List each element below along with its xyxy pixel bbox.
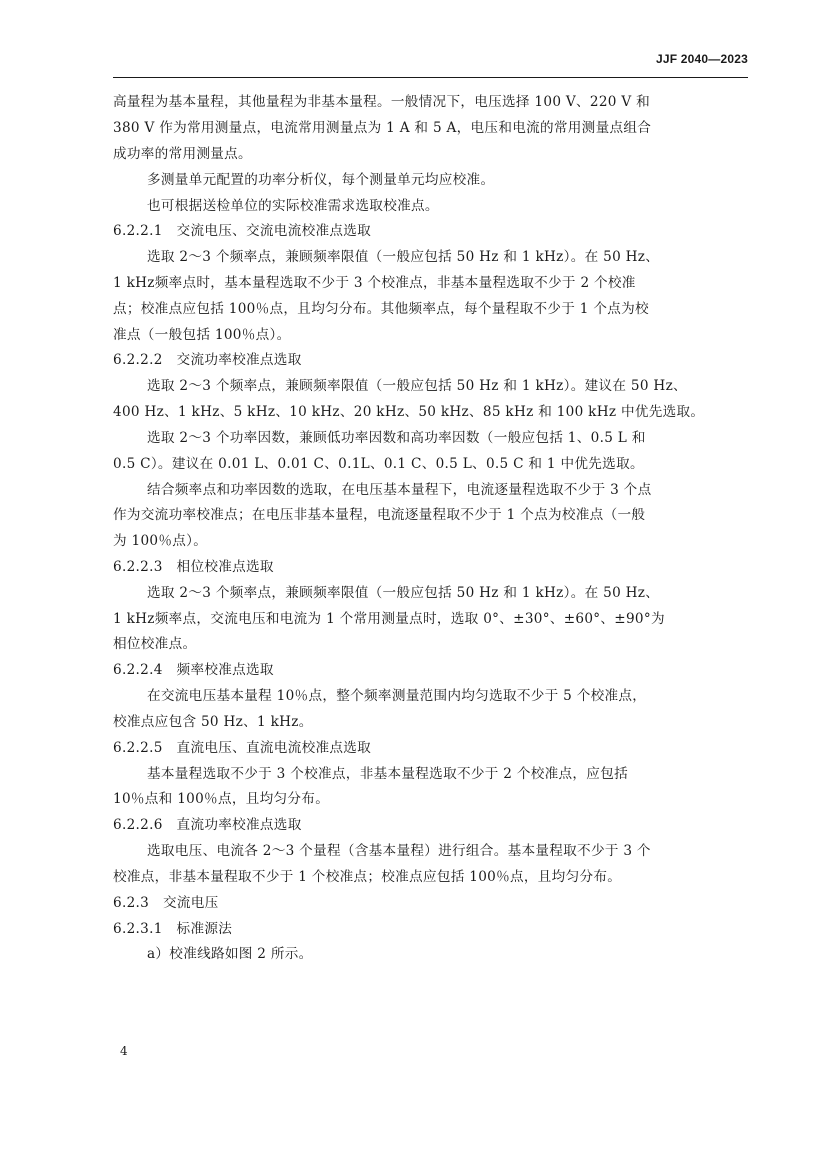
body-text-line: 成功率的常用测量点。 — [113, 146, 252, 162]
body-text-line: 高量程为基本量程，其他量程为非基本量程。一般情况下，电压选择 100 V、220 V 和 — [113, 94, 651, 110]
body-text-line: 为 100％点）。 — [113, 533, 208, 549]
standard-code-header: JJF 2040—2023 — [655, 52, 748, 66]
body-text-line: 选取 2～3 个频率点，兼顾频率限值（一般应包括 50 Hz 和 1 kHz）。建议在 50 Hz、 — [147, 378, 687, 394]
body-text-line: 也可根据送检单位的实际校准需求选取校准点。 — [147, 198, 439, 214]
body-text-line: 在交流电压基本量程 10％点，整个频率测量范围内均匀选取不少于 5 个校准点， — [147, 688, 647, 704]
body-text-line: 0.5 C）。建议在 0.01 L、0.01 C、0.1L、0.1 C、0.5 L、0.5 C 和 1 中优先选取。 — [113, 456, 644, 472]
body-text-line: 相位校准点。 — [113, 636, 197, 652]
section-heading-6-2-2-3: 6.2.2.3 相位校准点选取 — [113, 559, 274, 575]
body-text-line: 点；校准点应包括 100％点，且均匀分布。其他频率点，每个量程取不少于 1 个点为校 — [113, 301, 649, 317]
body-text-line: 1 kHz频率点时，基本量程选取不少于 3 个校准点，非基本量程选取不少于 2 个校准 — [113, 275, 636, 291]
body-text-line: 校准点，非基本量程取不少于 1 个校准点；校准点应包括 100％点，且均匀分布。 — [113, 869, 622, 885]
body-text-line: 作为交流功率校准点；在电压非基本量程，电流逐量程取不少于 1 个点为校准点（一般 — [113, 507, 646, 523]
list-item-a: a）校准线路如图 2 所示。 — [147, 946, 313, 962]
body-text-line: 选取 2～3 个频率点，兼顾频率限值（一般应包括 50 Hz 和 1 kHz）。在 50 Hz、 — [147, 585, 660, 601]
page-number: 4 — [120, 1044, 128, 1058]
body-text-line: 1 kHz频率点，交流电压和电流为 1 个常用测量点时，选取 0°、±30°、±60°、±90°为 — [113, 611, 665, 627]
body-text-line: 选取电压、电流各 2～3 个量程（含基本量程）进行组合。基本量程取不少于 3 个 — [147, 843, 651, 859]
body-text-line: 10％点和 100％点，且均匀分布。 — [113, 791, 330, 807]
section-heading-6-2-2-4: 6.2.2.4 频率校准点选取 — [113, 662, 274, 678]
section-heading-6-2-2-5: 6.2.2.5 直流电压、直流电流校准点选取 — [113, 740, 372, 756]
header-divider — [113, 77, 748, 78]
body-text-line: 400 Hz、1 kHz、5 kHz、10 kHz、20 kHz、50 kHz、85 kHz 和 100 kHz 中优先选取。 — [113, 404, 705, 420]
section-heading-6-2-2-1: 6.2.2.1 交流电压、交流电流校准点选取 — [113, 223, 372, 239]
body-text-line: 380 V 作为常用测量点，电流常用测量点为 1 A 和 5 A，电压和电流的常用测量点组合 — [113, 120, 652, 136]
section-heading-6-2-3: 6.2.3 交流电压 — [113, 895, 219, 911]
body-text-line: 准点（一般包括 100％点）。 — [113, 327, 291, 343]
body-text-line: 选取 2～3 个频率点，兼顾频率限值（一般应包括 50 Hz 和 1 kHz）。在 50 Hz、 — [147, 249, 660, 265]
body-text-line: 选取 2～3 个功率因数，兼顾低功率因数和高功率因数（一般应包括 1、0.5 L 和 — [147, 430, 646, 446]
section-heading-6-2-2-2: 6.2.2.2 交流功率校准点选取 — [113, 352, 302, 368]
section-heading-6-2-2-6: 6.2.2.6 直流功率校准点选取 — [113, 817, 302, 833]
body-text-line: 结合频率点和功率因数的选取，在电压基本量程下，电流逐量程选取不少于 3 个点 — [147, 482, 652, 498]
body-text-line: 校准点应包含 50 Hz、1 kHz。 — [113, 714, 313, 730]
section-heading-6-2-3-1: 6.2.3.1 标准源法 — [113, 921, 233, 937]
body-text-line: 多测量单元配置的功率分析仪，每个测量单元均应校准。 — [147, 172, 495, 188]
body-text-line: 基本量程选取不少于 3 个校准点，非基本量程选取不少于 2 个校准点，应包括 — [147, 766, 628, 782]
